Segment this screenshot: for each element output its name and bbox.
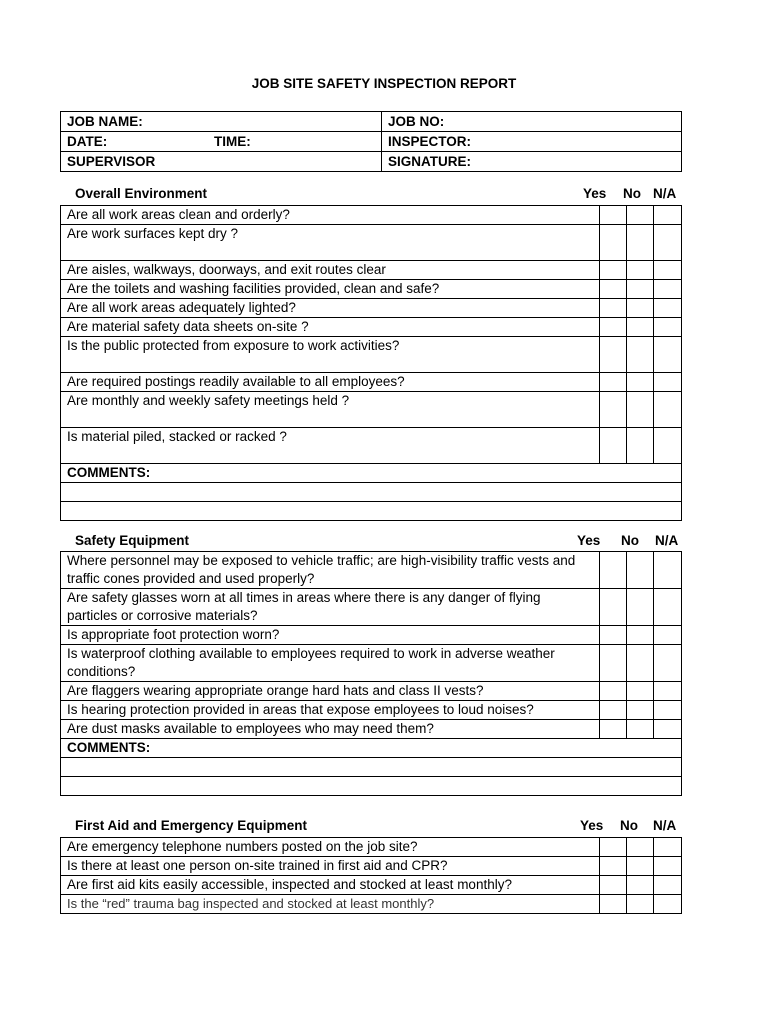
na-checkbox[interactable] bbox=[654, 373, 682, 392]
comments-line[interactable] bbox=[61, 483, 682, 502]
table-row bbox=[61, 645, 682, 682]
safety-equipment-table bbox=[60, 551, 682, 796]
yes-checkbox[interactable] bbox=[600, 626, 627, 645]
yes-checkbox[interactable] bbox=[600, 876, 627, 895]
table-row bbox=[61, 876, 682, 895]
question: Is there at least one person on-site trained in first aid and CPR? bbox=[61, 857, 600, 876]
yes-checkbox[interactable] bbox=[600, 337, 627, 373]
job-name-label: JOB NAME: bbox=[67, 113, 143, 129]
section-title-overall-environment: Overall Environment bbox=[75, 186, 208, 201]
question: Are all work areas adequately lighted? bbox=[61, 299, 600, 318]
no-checkbox[interactable] bbox=[627, 720, 654, 739]
col-no-2: No bbox=[621, 533, 639, 548]
na-checkbox[interactable] bbox=[654, 318, 682, 337]
yes-checkbox[interactable] bbox=[600, 299, 627, 318]
question: Are material safety data sheets on-site ? bbox=[61, 318, 600, 337]
no-checkbox[interactable] bbox=[627, 838, 654, 857]
date-label: DATE: bbox=[67, 133, 108, 149]
comments-label: COMMENTS: bbox=[61, 464, 682, 483]
no-checkbox[interactable] bbox=[627, 206, 654, 225]
yes-checkbox[interactable] bbox=[600, 682, 627, 701]
page-title: JOB SITE SAFETY INSPECTION REPORT bbox=[251, 76, 517, 91]
yes-checkbox[interactable] bbox=[600, 318, 627, 337]
na-checkbox[interactable] bbox=[654, 206, 682, 225]
overall-environment-table bbox=[60, 205, 682, 521]
question: Are aisles, walkways, doorways, and exit routes clear bbox=[61, 261, 600, 280]
yes-checkbox[interactable] bbox=[600, 838, 627, 857]
table-row bbox=[61, 701, 682, 720]
section-title-safety-equipment: Safety Equipment bbox=[75, 533, 190, 548]
na-checkbox[interactable] bbox=[654, 626, 682, 645]
question: Are required postings readily available to all employees? bbox=[61, 373, 600, 392]
col-yes-2: Yes bbox=[577, 533, 601, 548]
no-checkbox[interactable] bbox=[627, 876, 654, 895]
yes-checkbox[interactable] bbox=[600, 645, 627, 682]
col-na-2: N/A bbox=[655, 533, 679, 548]
table-row bbox=[61, 206, 682, 225]
first-aid-table bbox=[60, 837, 682, 914]
no-checkbox[interactable] bbox=[627, 261, 654, 280]
col-no-3: No bbox=[620, 818, 638, 833]
question: Are emergency telephone numbers posted on the job site? bbox=[61, 838, 600, 857]
na-checkbox[interactable] bbox=[654, 682, 682, 701]
na-checkbox[interactable] bbox=[654, 280, 682, 299]
na-checkbox[interactable] bbox=[654, 645, 682, 682]
yes-checkbox[interactable] bbox=[600, 373, 627, 392]
comments-line[interactable] bbox=[61, 777, 682, 796]
no-checkbox[interactable] bbox=[627, 318, 654, 337]
table-row bbox=[61, 838, 682, 857]
question: Is appropriate foot protection worn? bbox=[61, 626, 600, 645]
na-checkbox[interactable] bbox=[654, 876, 682, 895]
yes-checkbox[interactable] bbox=[600, 720, 627, 739]
table-row bbox=[61, 373, 682, 392]
question: Is hearing protection provided in areas that expose employees to loud noises? bbox=[61, 701, 600, 720]
question: Where personnel may be exposed to vehicle traffic; are high-visibility traffic vests and traffic cones provided and used properly? bbox=[61, 552, 600, 589]
na-checkbox[interactable] bbox=[654, 299, 682, 318]
question: Are safety glasses worn at all times in areas where there is any danger of flying particles or corrosive materials? bbox=[61, 589, 600, 626]
yes-checkbox[interactable] bbox=[600, 895, 627, 914]
table-row bbox=[61, 299, 682, 318]
no-checkbox[interactable] bbox=[627, 682, 654, 701]
question: Is the “red” trauma bag inspected and stocked at least monthly? bbox=[61, 895, 600, 914]
table-row bbox=[61, 720, 682, 739]
table-row bbox=[61, 857, 682, 876]
na-checkbox[interactable] bbox=[654, 337, 682, 373]
no-checkbox[interactable] bbox=[627, 895, 654, 914]
table-row bbox=[61, 895, 682, 914]
col-na-3: N/A bbox=[653, 818, 677, 833]
question: Are first aid kits easily accessible, inspected and stocked at least monthly? bbox=[61, 876, 600, 895]
table-row bbox=[61, 589, 682, 626]
inspector-label: INSPECTOR: bbox=[388, 133, 472, 149]
no-checkbox[interactable] bbox=[627, 701, 654, 720]
inspector-field[interactable] bbox=[382, 132, 682, 152]
comments-line[interactable] bbox=[61, 758, 682, 777]
question: Are flaggers wearing appropriate orange hard hats and class II vests? bbox=[61, 682, 600, 701]
na-checkbox[interactable] bbox=[654, 857, 682, 876]
no-checkbox[interactable] bbox=[627, 857, 654, 876]
job-info-table bbox=[60, 111, 682, 172]
table-row bbox=[61, 552, 682, 589]
supervisor-field[interactable] bbox=[61, 152, 382, 172]
comments-line[interactable] bbox=[61, 502, 682, 521]
yes-checkbox[interactable] bbox=[600, 206, 627, 225]
no-checkbox[interactable] bbox=[627, 428, 654, 464]
na-checkbox[interactable] bbox=[654, 838, 682, 857]
col-yes-1: Yes bbox=[583, 186, 607, 201]
question: Are all work areas clean and orderly? bbox=[61, 206, 600, 225]
col-na-1: N/A bbox=[653, 186, 677, 201]
yes-checkbox[interactable] bbox=[600, 280, 627, 299]
job-no-field[interactable] bbox=[382, 112, 682, 132]
question: Are dust masks available to employees who may need them? bbox=[61, 720, 600, 739]
no-checkbox[interactable] bbox=[627, 645, 654, 682]
yes-checkbox[interactable] bbox=[600, 589, 627, 626]
yes-checkbox[interactable] bbox=[600, 857, 627, 876]
no-checkbox[interactable] bbox=[627, 626, 654, 645]
na-checkbox[interactable] bbox=[654, 552, 682, 589]
col-no-1: No bbox=[623, 186, 641, 201]
col-yes-3: Yes bbox=[580, 818, 604, 833]
no-checkbox[interactable] bbox=[627, 337, 654, 373]
yes-checkbox[interactable] bbox=[600, 552, 627, 589]
no-checkbox[interactable] bbox=[627, 299, 654, 318]
yes-checkbox[interactable] bbox=[600, 392, 627, 428]
yes-checkbox[interactable] bbox=[600, 701, 627, 720]
na-checkbox[interactable] bbox=[654, 701, 682, 720]
na-checkbox[interactable] bbox=[654, 895, 682, 914]
no-checkbox[interactable] bbox=[627, 225, 654, 261]
job-no-label: JOB NO: bbox=[388, 113, 445, 129]
job-name-field[interactable] bbox=[61, 112, 382, 132]
na-checkbox[interactable] bbox=[654, 261, 682, 280]
question: Is material piled, stacked or racked ? bbox=[61, 428, 600, 464]
question: Are monthly and weekly safety meetings held ? bbox=[61, 392, 600, 428]
na-checkbox[interactable] bbox=[654, 720, 682, 739]
yes-checkbox[interactable] bbox=[600, 225, 627, 261]
time-label: TIME: bbox=[214, 133, 251, 149]
question: Are the toilets and washing facilities provided, clean and safe? bbox=[61, 280, 600, 299]
no-checkbox[interactable] bbox=[627, 392, 654, 428]
question: Is waterproof clothing available to employees required to work in adverse weather conditions? bbox=[61, 645, 600, 682]
signature-field[interactable] bbox=[382, 152, 682, 172]
date-time-field[interactable] bbox=[61, 132, 382, 152]
no-checkbox[interactable] bbox=[627, 589, 654, 626]
section-title-first-aid: First Aid and Emergency Equipment bbox=[75, 818, 308, 833]
supervisor-label: SUPERVISOR bbox=[67, 153, 156, 169]
table-row bbox=[61, 392, 682, 428]
table-row bbox=[61, 337, 682, 373]
table-row bbox=[61, 261, 682, 280]
table-row bbox=[61, 280, 682, 299]
no-checkbox[interactable] bbox=[627, 552, 654, 589]
table-row bbox=[61, 428, 682, 464]
question: Is the public protected from exposure to work activities? bbox=[61, 337, 600, 373]
yes-checkbox[interactable] bbox=[600, 261, 627, 280]
table-row bbox=[61, 318, 682, 337]
na-checkbox[interactable] bbox=[654, 428, 682, 464]
table-row bbox=[61, 626, 682, 645]
na-checkbox[interactable] bbox=[654, 589, 682, 626]
yes-checkbox[interactable] bbox=[600, 428, 627, 464]
signature-label: SIGNATURE: bbox=[388, 153, 471, 169]
table-row bbox=[61, 225, 682, 261]
na-checkbox[interactable] bbox=[654, 225, 682, 261]
na-checkbox[interactable] bbox=[654, 392, 682, 428]
no-checkbox[interactable] bbox=[627, 373, 654, 392]
table-row bbox=[61, 682, 682, 701]
question: Are work surfaces kept dry ? bbox=[61, 225, 600, 261]
no-checkbox[interactable] bbox=[627, 280, 654, 299]
comments-label: COMMENTS: bbox=[61, 739, 682, 758]
